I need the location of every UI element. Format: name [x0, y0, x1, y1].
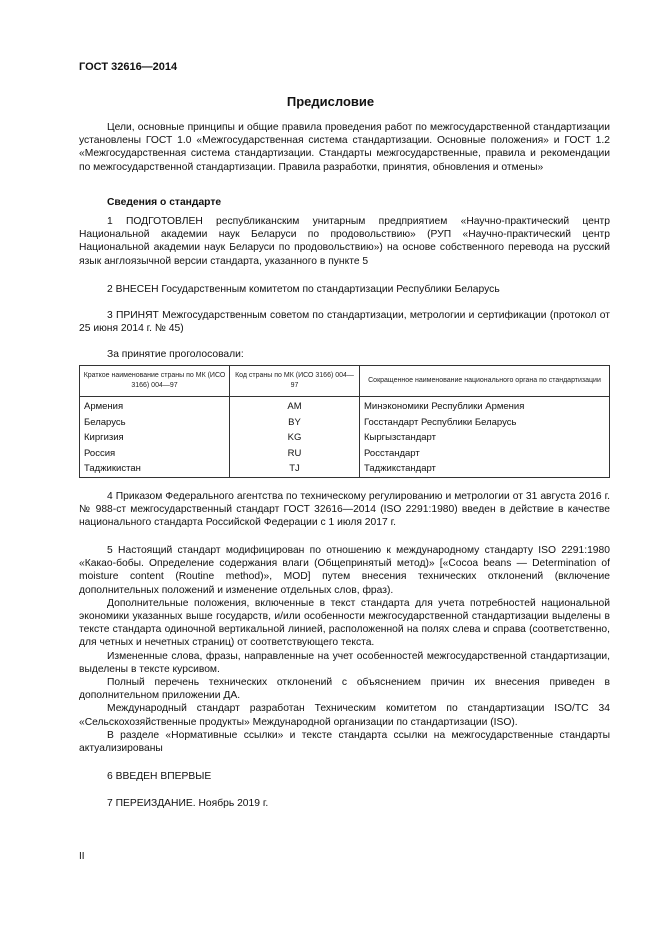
table-cell-body: Госстандарт Республики Беларусь: [360, 415, 610, 431]
item-5-paragraph-6: В разделе «Нормативные ссылки» и тексте стандарта ссылки на межгосударственные стандарты актуализированы: [79, 729, 610, 755]
voted-block: [79, 348, 610, 361]
voting-table: [79, 365, 610, 478]
table-header-country: Краткое наименование страны по МК (ИСО 3166) 004—97: [80, 366, 230, 397]
item-1-paragraph: 1 ПОДГОТОВЛЕН республиканским унитарным предприятием «Научно-практический центр Национальной академии наук Беларуси по продовольствию» (РУП «Научно-практический центр Национальной академии наук Беларуси по продовольствию») на основе собственного перевода на русский язык англоязычной версии стандарта, указанного в пункте 5: [79, 216, 610, 267]
item-5-paragraph-2: Дополнительные положения, включенные в текст стандарта для учета потребностей национальной экономики указанных выше государств, и/или особенности межгосударственной стандартизации выделены в тексте стандарта одиночной вертикальной линией, расположенной на полях слева и справа (соответственно, для четных и нечетных страниц) от соответствующего текста.: [79, 597, 610, 649]
table-cell-code: BY: [230, 415, 360, 431]
item-3-block: [79, 309, 610, 335]
table-cell-country: Беларусь: [80, 415, 230, 431]
item-2-paragraph: 2 ВНЕСЕН Государственным комитетом по стандартизации Республики Беларусь: [107, 284, 500, 295]
section-title: Предисловие: [286, 94, 375, 109]
item-5-block: [79, 544, 610, 755]
table-row: [80, 397, 610, 415]
table-cell-body: Таджикстандарт: [360, 461, 610, 477]
page-number: II: [79, 851, 85, 862]
table-row: [80, 415, 610, 431]
voted-label: За принятие проголосовали:: [107, 349, 244, 360]
intro-paragraph: Цели, основные принципы и общие правила проведения работ по межгосударственной стандартизации установлены ГОСТ 1.0 «Межгосударственная система стандартизации. Основные положения» и ГОСТ 1.2 «Межгосударственная система стандартизации. Стандарты межгосударственные, правила и рекомендации по межгосударственной стандартизации. Правила разработки, принятия, обновления и отмены»: [79, 122, 610, 173]
item-7-paragraph: 7 ПЕРЕИЗДАНИЕ. Ноябрь 2019 г.: [107, 798, 269, 809]
table-cell-code: TJ: [230, 461, 360, 477]
table-row: [80, 430, 610, 446]
table-cell-code: RU: [230, 446, 360, 462]
table-cell-body: Росстандарт: [360, 446, 610, 462]
item-7-block: [79, 797, 610, 810]
table-cell-country: Киргизия: [80, 430, 230, 446]
table-row: [80, 461, 610, 477]
table-header-body: Сокращенное наименование национального органа по стандартизации: [360, 366, 610, 397]
subheading-block: [79, 196, 610, 209]
table-cell-code: AM: [230, 397, 360, 415]
item-5-paragraph-5: Международный стандарт разработан Техническим комитетом по стандартизации ISO/TC 34 «Сельскохозяйственные продукты» Международной организации по стандартизации (ISO).: [79, 703, 610, 728]
item-5-paragraph-1: 5 Настоящий стандарт модифицирован по отношению к международному стандарту ISO 2291:1980 «Какао-бобы. Определение содержания влаги (Общепринятый метод)» [«Cocoa beans — Determination of moisture content (Routine method)», MOD] путем внесения технических отклонений (включение дополнительных положений и изменение отдельных слов, фраз).: [79, 545, 610, 596]
table-cell-country: Армения: [80, 397, 230, 415]
standard-info-heading: Сведения о стандарте: [107, 197, 222, 208]
table-row: [80, 446, 610, 462]
intro-block: [79, 121, 610, 174]
document-header: ГОСТ 32616—2014: [79, 61, 178, 73]
table-header-row: [80, 366, 610, 397]
item-2-block: [79, 283, 610, 296]
item-4-paragraph: 4 Приказом Федерального агентства по техническому регулированию и метрологии от 31 августа 2016 г. № 988-ст межгосударственный стандарт ГОСТ 32616—2014 (ISO 2291:1980) введен в действие в качестве национального стандарта Российской Федерации с 1 июля 2017 г.: [79, 491, 610, 529]
item-1-block: [79, 215, 610, 268]
item-6-block: [79, 770, 610, 783]
table-cell-code: KG: [230, 430, 360, 446]
item-5-paragraph-3: Измененные слова, фразы, направленные на учет особенностей межгосударственной стандартизации, выделены в тексте курсивом.: [79, 650, 610, 675]
table-cell-body: Кыргызстандарт: [360, 430, 610, 446]
table-cell-country: Таджикистан: [80, 461, 230, 477]
item-5-paragraph-4: Полный перечень технических отклонений с объяснением причин их внесения приведен в дополнительном приложении ДА.: [79, 677, 610, 702]
table-cell-body: Минэкономики Республики Армения: [360, 397, 610, 415]
item-4-block: [79, 490, 610, 530]
table-header-code: Код страны по МК (ИСО 3166) 004—97: [230, 366, 360, 397]
item-3-paragraph: 3 ПРИНЯТ Межгосударственным советом по стандартизации, метрологии и сертификации (протокол от 25 июня 2014 г. № 45): [79, 310, 610, 335]
item-6-paragraph: 6 ВВЕДЕН ВПЕРВЫЕ: [107, 771, 212, 782]
table-cell-country: Россия: [80, 446, 230, 462]
